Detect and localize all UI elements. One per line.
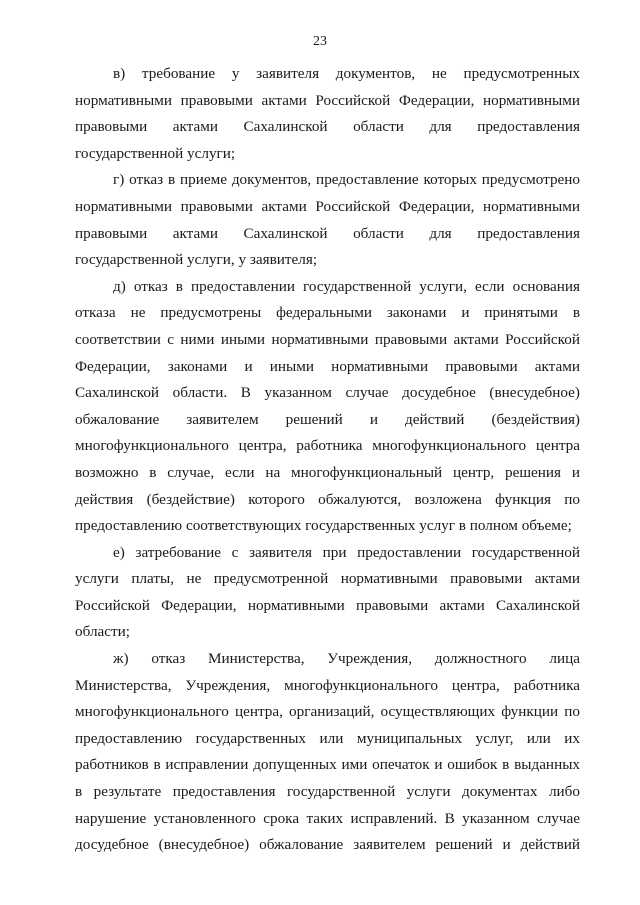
paragraph-line: действия (бездействие) которого обжалуются, возложена функция по (75, 490, 580, 508)
paragraph-line: д) отказ в предоставлении государственной услуги, если основания (113, 277, 580, 295)
paragraph-line: Федерации, законами и иными нормативными правовыми актами (75, 357, 580, 375)
paragraph-line: работников в исправлении допущенных ими опечаток и ошибок в выданных (75, 756, 580, 774)
paragraph-line: предоставлению соответствующих государственных услуг в полном объеме; (75, 517, 572, 535)
paragraph-line: правовыми актами Сахалинской области для предоставления (75, 224, 580, 242)
paragraph-line: многофункционального центра, организаций, осуществляющих функции по (75, 703, 580, 721)
paragraph-e (75, 540, 580, 646)
paragraph-d (75, 274, 580, 540)
paragraph-line: нарушение установленного срока таких исправлений. В указанном случае (75, 809, 580, 827)
paragraph-line: нормативными правовыми актами Российской Федерации, нормативными (75, 197, 580, 215)
paragraph-line: нормативными правовыми актами Российской Федерации, нормативными (75, 91, 580, 109)
paragraph-line: государственной услуги, у заявителя; (75, 251, 318, 269)
paragraph-line: Сахалинской области. В указанном случае досудебное (внесудебное) (75, 384, 580, 402)
paragraph-line: многофункционального центра, работника многофункционального центра (75, 437, 580, 455)
paragraph-line: в результате предоставления государственной услуги документах либо (75, 783, 580, 801)
paragraph-line: г) отказ в приеме документов, предоставление которых предусмотрено (113, 171, 580, 189)
paragraph-line: области; (75, 623, 130, 641)
paragraph-line: возможно в случае, если на многофункциональный центр, решения и (75, 463, 580, 481)
paragraph-zh (75, 646, 580, 859)
paragraph-line: Министерства, Учреждения, многофункционального центра, работника (75, 676, 580, 694)
paragraph-line: обжалование заявителем решений и действий (бездействия) (75, 410, 580, 428)
paragraph-line: ж) отказ Министерства, Учреждения, должностного лица (113, 650, 580, 668)
paragraph-line: правовыми актами Сахалинской области для предоставления (75, 118, 580, 136)
paragraph-line: Российской Федерации, нормативными правовыми актами Сахалинской (75, 596, 580, 614)
paragraph-g (75, 167, 580, 273)
paragraph-line: отказа не предусмотрены федеральными законами и принятыми в (75, 304, 580, 322)
paragraph-v (75, 61, 580, 167)
paragraph-line: в) требование у заявителя документов, не предусмотренных (113, 65, 580, 82)
paragraph-line: предоставлению государственных или муниципальных услуг, или их (75, 729, 580, 747)
page-number: 23 (313, 34, 327, 49)
paragraph-line: государственной услуги; (75, 144, 236, 162)
document-body (75, 61, 580, 859)
paragraph-line: е) затребование с заявителя при предоставлении государственной (113, 543, 580, 561)
paragraph-line: услуги платы, не предусмотренной нормативными правовыми актами (75, 570, 580, 588)
paragraph-line: соответствии с ними иными нормативными правовыми актами Российской (75, 330, 580, 348)
paragraph-line: досудебное (внесудебное) обжалование заявителем решений и действий (75, 836, 580, 854)
